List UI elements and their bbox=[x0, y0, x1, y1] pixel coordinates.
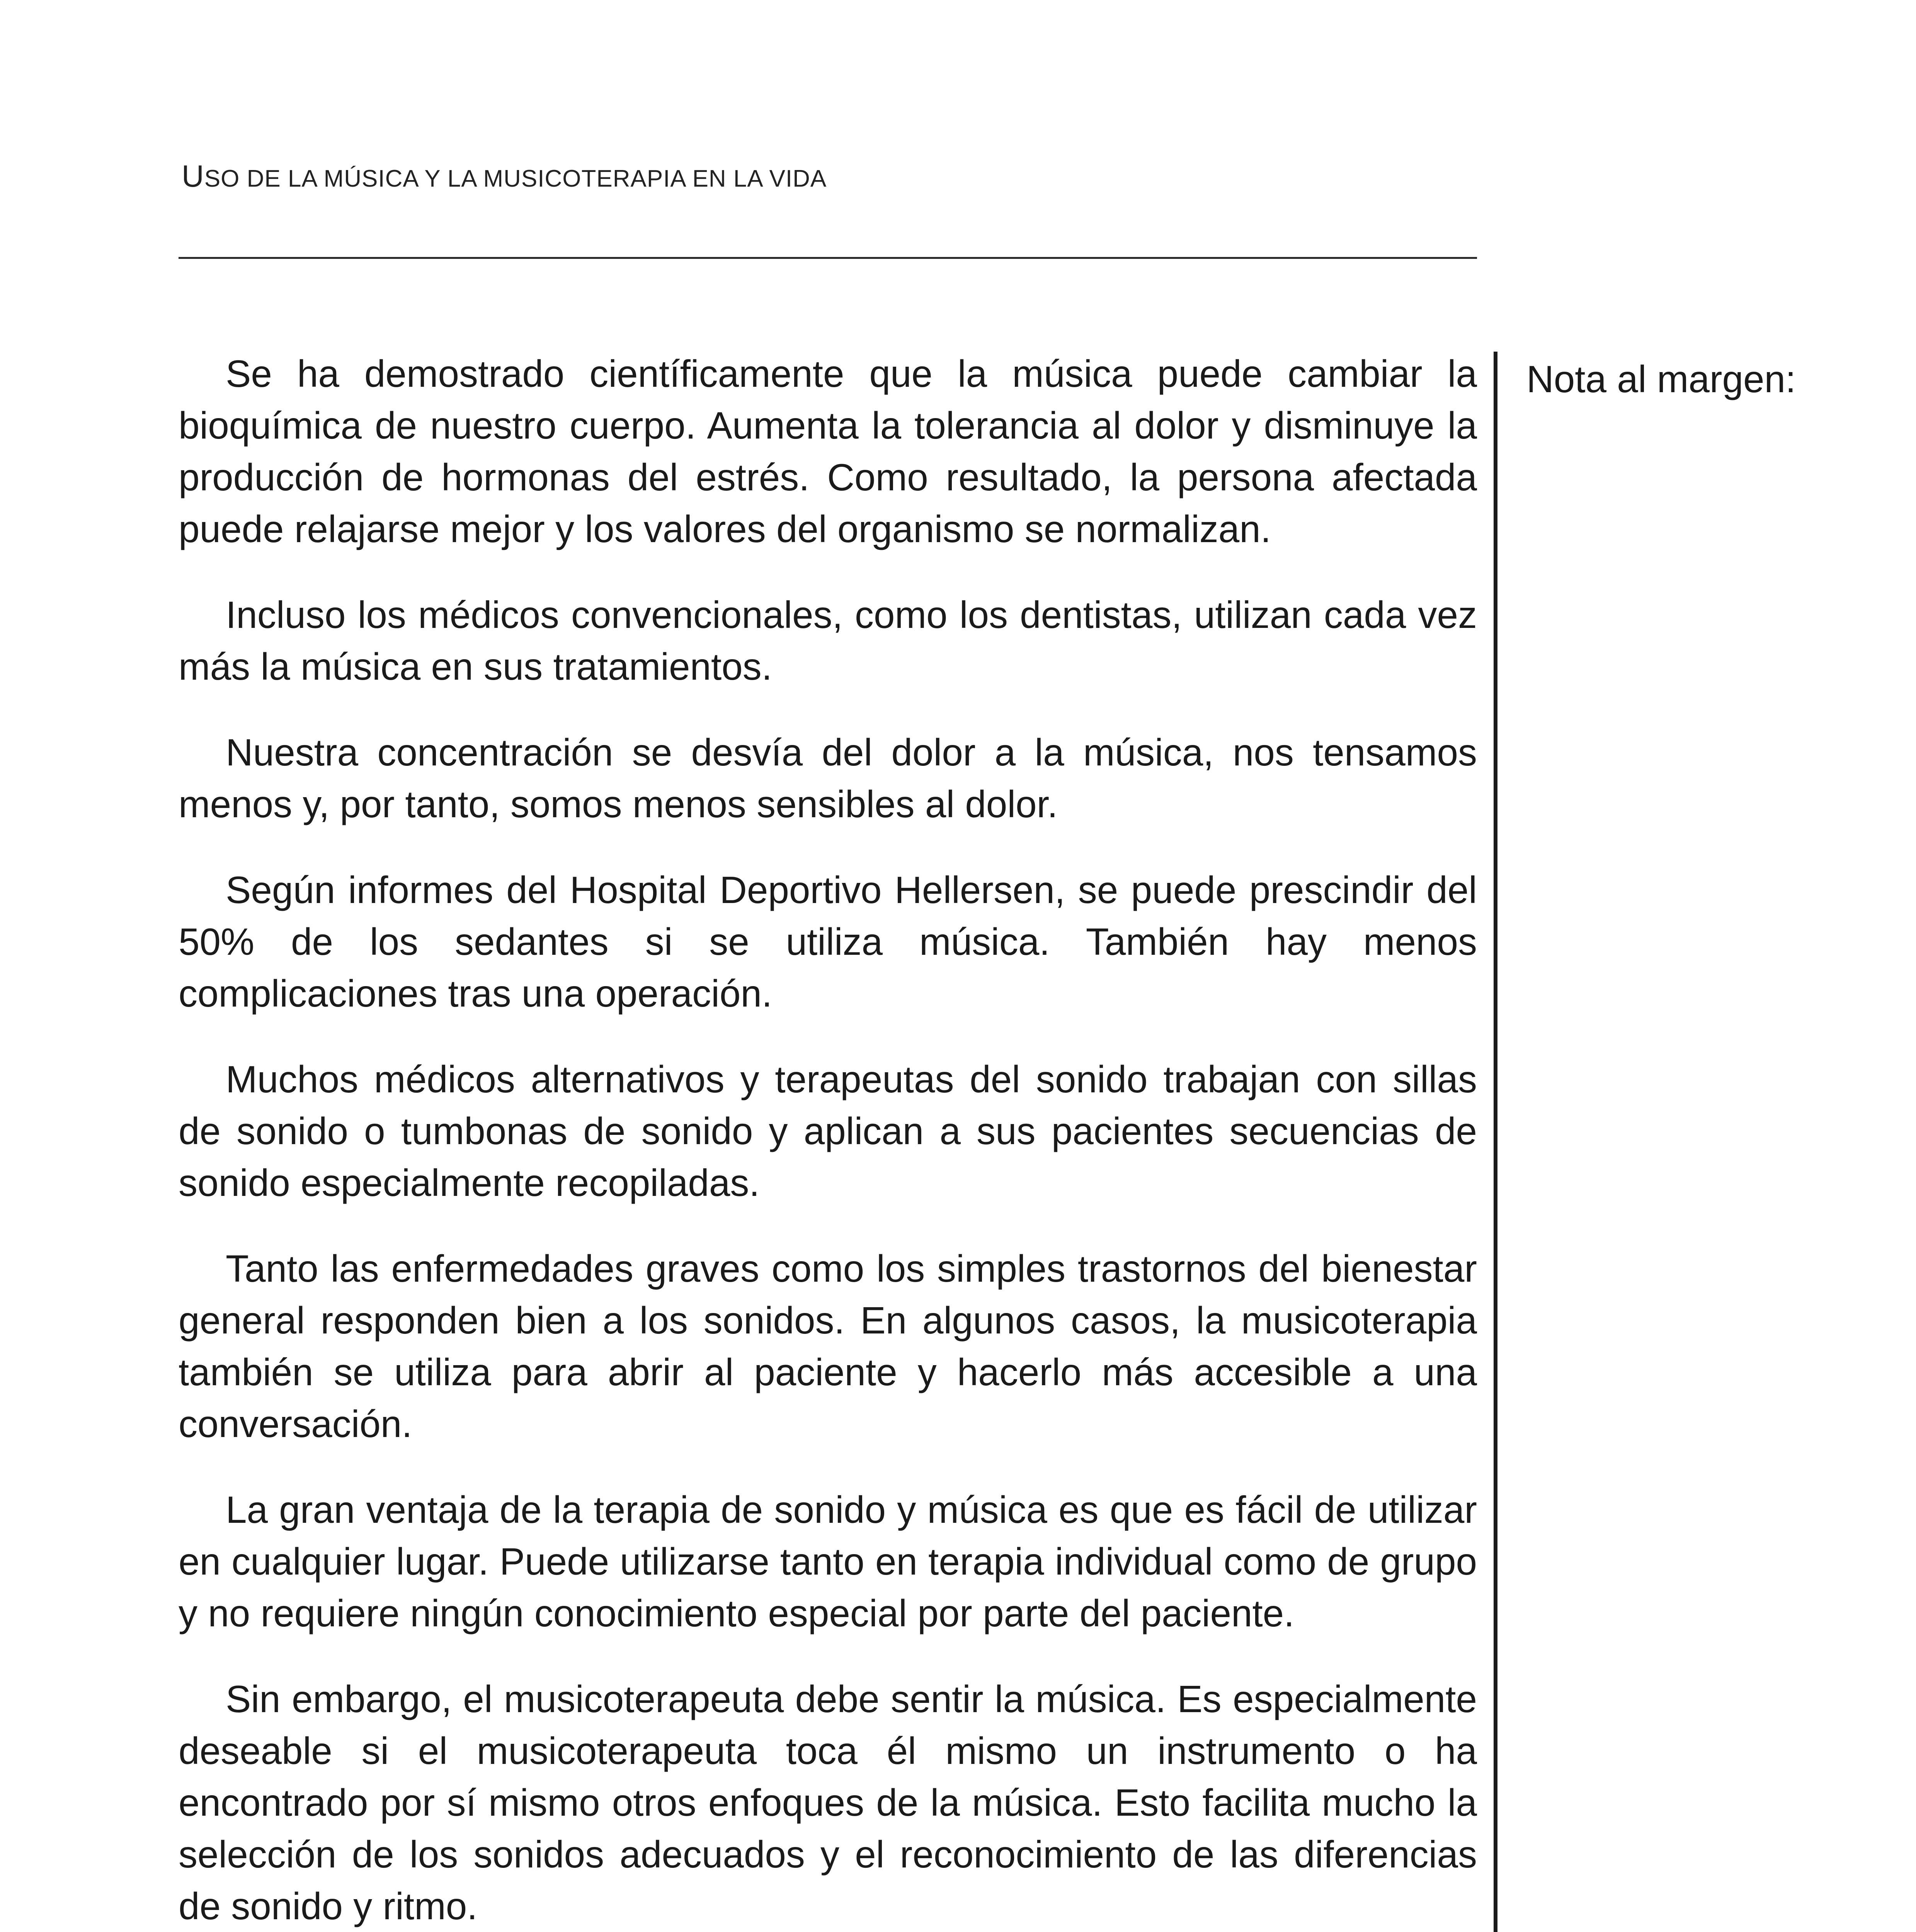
running-header bbox=[182, 158, 827, 194]
paragraph-6: Tanto las enfermedades graves como los simples trastornos del bienestar general responden bien a los sonidos. En algunos casos, la musicoterapia también se utiliza para abrir al paciente y hacerlo más accesible a una conversación. bbox=[179, 1247, 1477, 1445]
paragraph-4: Según informes del Hospital Deportivo Hellersen, se puede prescindir del 50% de los sedantes si se utiliza música. También hay menos complicaciones tras una operación. bbox=[179, 869, 1477, 1015]
margin-note-label: Nota al margen: bbox=[1526, 358, 1796, 400]
body-text bbox=[179, 348, 1477, 1932]
paragraph-8: Sin embargo, el musicoterapeuta debe sentir la música. Es especialmente deseable si el musicoterapeuta toca él mismo un instrumento o ha encontrado por sí mismo otros enfoques de la música. Esto facilita mucho la selección de los sonidos adecuados y el reconocimiento de las diferencias de sonido y ritmo. bbox=[179, 1678, 1477, 1927]
paragraph-5: Muchos médicos alternativos y terapeutas del sonido trabajan con sillas de sonido o tumbonas de sonido y aplican a sus pacientes secuencias de sonido especialmente recopiladas. bbox=[179, 1058, 1477, 1204]
running-header-rest: SO DE LA MÚSICA Y LA MUSICOTERAPIA EN LA VIDA bbox=[204, 165, 827, 192]
margin-divider bbox=[1494, 352, 1497, 1932]
paragraph-2: Incluso los médicos convencionales, como los dentistas, utilizan cada vez más la música en sus tratamientos. bbox=[179, 594, 1477, 688]
header-divider bbox=[179, 257, 1477, 259]
paragraph-1: Se ha demostrado científicamente que la música puede cambiar la bioquímica de nuestro cuerpo. Aumenta la tolerancia al dolor y disminuye la producción de hormonas del estrés. Como resultado, la persona afectada puede relajarse mejor y los valores del organismo se normalizan. bbox=[179, 352, 1477, 550]
running-header-initial: U bbox=[182, 159, 204, 193]
paragraph-7: La gran ventaja de la terapia de sonido y música es que es fácil de utilizar en cualquier lugar. Puede utilizarse tanto en terapia individual como de grupo y no requiere ningún conocimiento especial por parte del paciente. bbox=[179, 1488, 1477, 1634]
paragraph-3: Nuestra concentración se desvía del dolor a la música, nos tensamos menos y, por tanto, somos menos sensibles al dolor. bbox=[179, 731, 1477, 825]
